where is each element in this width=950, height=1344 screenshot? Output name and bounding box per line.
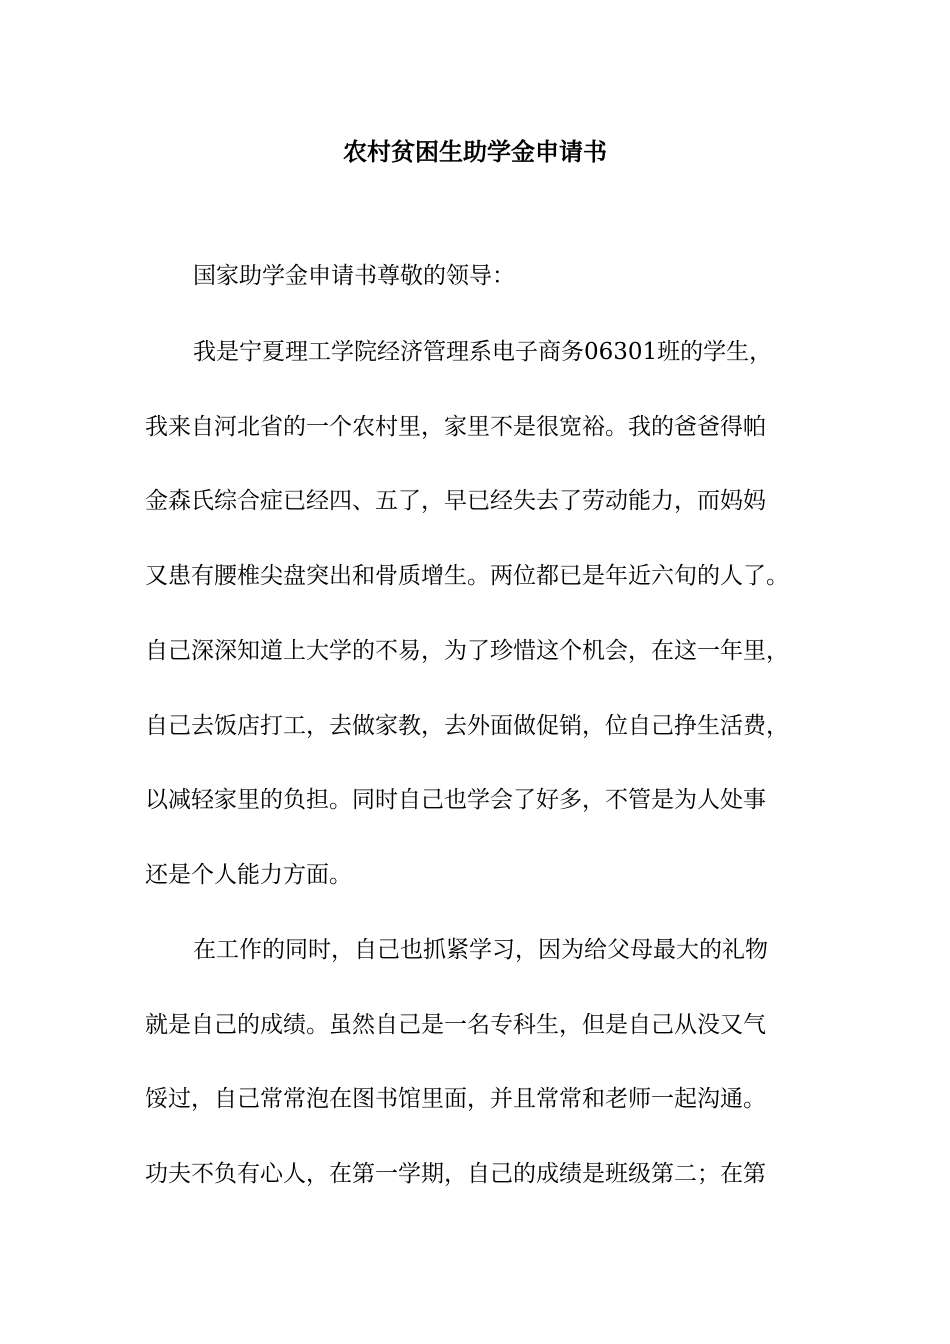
paragraph-line: 以减轻家里的负担。同时自己也学会了好多，不管是为人处事 bbox=[145, 787, 766, 813]
paragraph-line: 又患有腰椎尖盘突出和骨质增生。两位都已是年近六旬的人了。 bbox=[145, 563, 789, 589]
paragraph-line: 功夫不负有心人，在第一学期，自己的成绩是班级第二；在第 bbox=[145, 1161, 766, 1187]
paragraph-line: 我是宁夏理工学院经济管理系电子商务06301班的学生， bbox=[193, 339, 773, 365]
paragraph-line: 金森氏综合症已经四、五了，早已经失去了劳动能力，而妈妈 bbox=[145, 488, 766, 514]
paragraph-line: 就是自己的成绩。虽然自己是一名专科生，但是自己从没又气 bbox=[145, 1012, 766, 1038]
paragraph-line: 还是个人能力方面。 bbox=[145, 862, 352, 888]
document-title: 农村贫困生助学金申请书 bbox=[343, 137, 607, 166]
salutation-line: 国家助学金申请书尊敬的领导： bbox=[193, 263, 515, 289]
paragraph-line: 在工作的同时，自己也抓紧学习，因为给父母最大的礼物 bbox=[193, 937, 768, 963]
paragraph-line: 馁过，自己常常泡在图书馆里面，并且常常和老师一起沟通。 bbox=[145, 1086, 766, 1112]
paragraph-line: 我来自河北省的一个农村里，家里不是很宽裕。我的爸爸得帕 bbox=[145, 414, 766, 440]
paragraph-line: 自己深深知道上大学的不易，为了珍惜这个机会，在这一年里， bbox=[145, 638, 789, 664]
paragraph-line: 自己去饭店打工，去做家教，去外面做促销，位自己挣生活费， bbox=[145, 713, 789, 739]
